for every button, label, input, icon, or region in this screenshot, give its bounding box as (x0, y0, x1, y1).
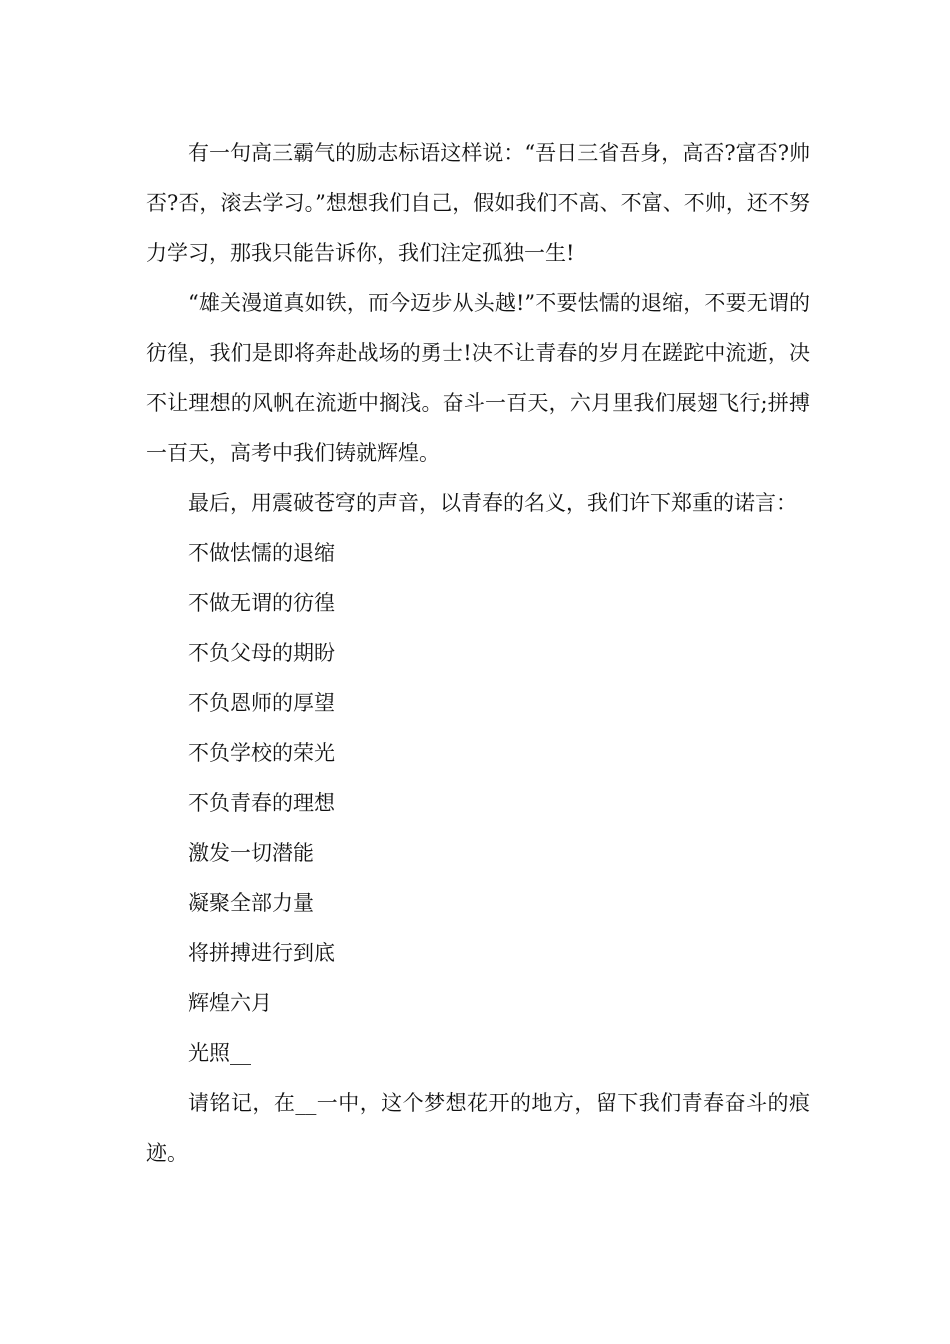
pledge-line: 不负恩师的厚望 (188, 691, 335, 715)
pledge-line: 辉煌六月 (188, 991, 272, 1015)
pledge-line: 不做无谓的彷徨 (188, 591, 335, 615)
paragraph-encouragement: “雄关漫道真如铁，而今迈步从头越!”不要怯懦的退缩，不要无谓的彷徨，我们是即将奔赴战场的勇士!决不让青春的岁月在蹉跎中流逝，决不让理想的风帆在流逝中搁浅。奋斗一百天，六月里我们展翅飞行;拼搏一百天，高考中我们铸就辉煌。 (146, 291, 810, 465)
pledge-line: 激发一切潜能 (188, 841, 314, 865)
pledge-line: 将拼搏进行到底 (188, 941, 335, 965)
paragraph-closing: 请铭记，在__一中，这个梦想花开的地方，留下我们青春奋斗的痕迹。 (146, 1091, 810, 1165)
document-page (146, 128, 810, 1178)
pledge-line: 不负学校的荣光 (188, 741, 335, 765)
paragraph-motto: 有一句高三霸气的励志标语这样说：“吾日三省吾身，高否?富否?帅否?否，滚去学习。”想想我们自己，假如我们不高、不富、不帅，还不努力学习，那我只能告诉你，我们注定孤独一生! (146, 141, 810, 265)
pledge-line: 不做怯懦的退缩 (188, 541, 335, 565)
pledge-line: 光照__ (188, 1041, 251, 1065)
pledge-line: 不负父母的期盼 (188, 641, 335, 665)
pledge-line: 不负青春的理想 (188, 791, 335, 815)
pledge-line: 凝聚全部力量 (188, 891, 314, 915)
paragraph-pledge-intro: 最后，用震破苍穹的声音，以青春的名义，我们许下郑重的诺言： (188, 491, 797, 515)
